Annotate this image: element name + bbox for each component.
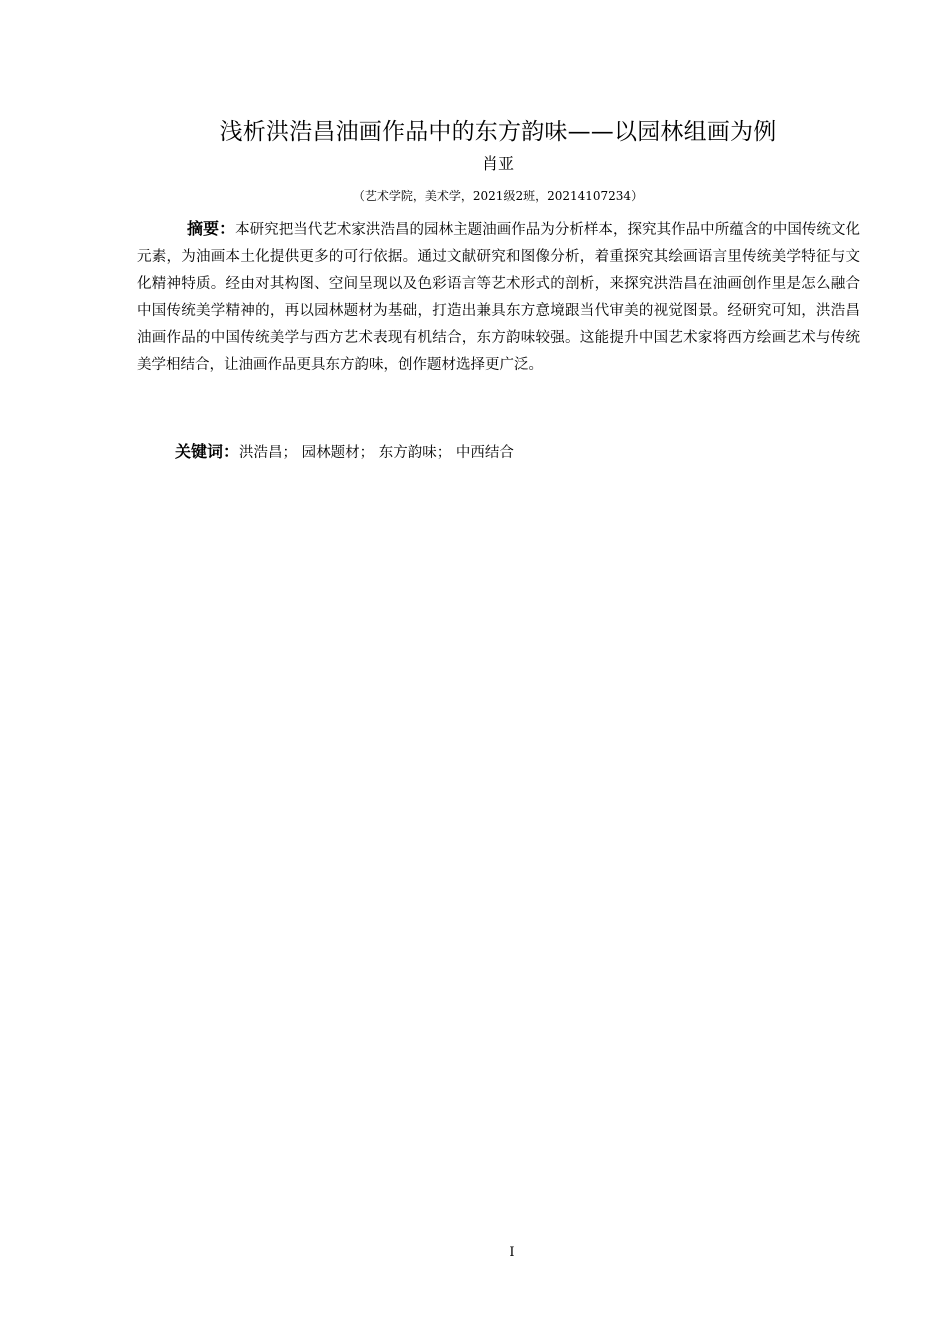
keywords-line bbox=[175, 438, 514, 467]
keywords-text: 洪浩昌； 园林题材； 东方韵味； 中西结合 bbox=[239, 445, 514, 461]
abstract-label: 摘要： bbox=[187, 219, 236, 238]
keywords-label: 关键词： bbox=[175, 442, 240, 461]
abstract-paragraph bbox=[137, 215, 860, 379]
page-number: I bbox=[509, 1245, 515, 1260]
author-name: 肖亚 bbox=[481, 154, 514, 173]
paper-title: 浅析洪浩昌油画作品中的东方韵味——以园林组画为例 bbox=[219, 119, 777, 145]
author-affiliation: （艺术学院，美术学，2021级2班，20214107234） bbox=[352, 189, 644, 203]
abstract-text: 本研究把当代艺术家洪浩昌的园林主题油画作品为分析样本，探究其作品中所蕴含的中国传统文化元素，为油画本土化提供更多的可行依据。通过文献研究和图像分析，着重探究其绘画语言里传统美学特征与文化精神特质。经由对其构图、空间呈现以及色彩语言等艺术形式的剖析，来探究洪浩昌在油画创作里是怎么融合中国传统美学精神的，再以园林题材为基础，打造出兼具东方意境跟当代审美的视觉图景。经研究可知，洪浩昌油画作品的中国传统美学与西方艺术表现有机结合，东方韵味较强。这能提升中国艺术家将西方绘画艺术与传统美学相结合，让油画作品更具东方韵味，创作题材选择更广泛。 bbox=[137, 222, 860, 373]
